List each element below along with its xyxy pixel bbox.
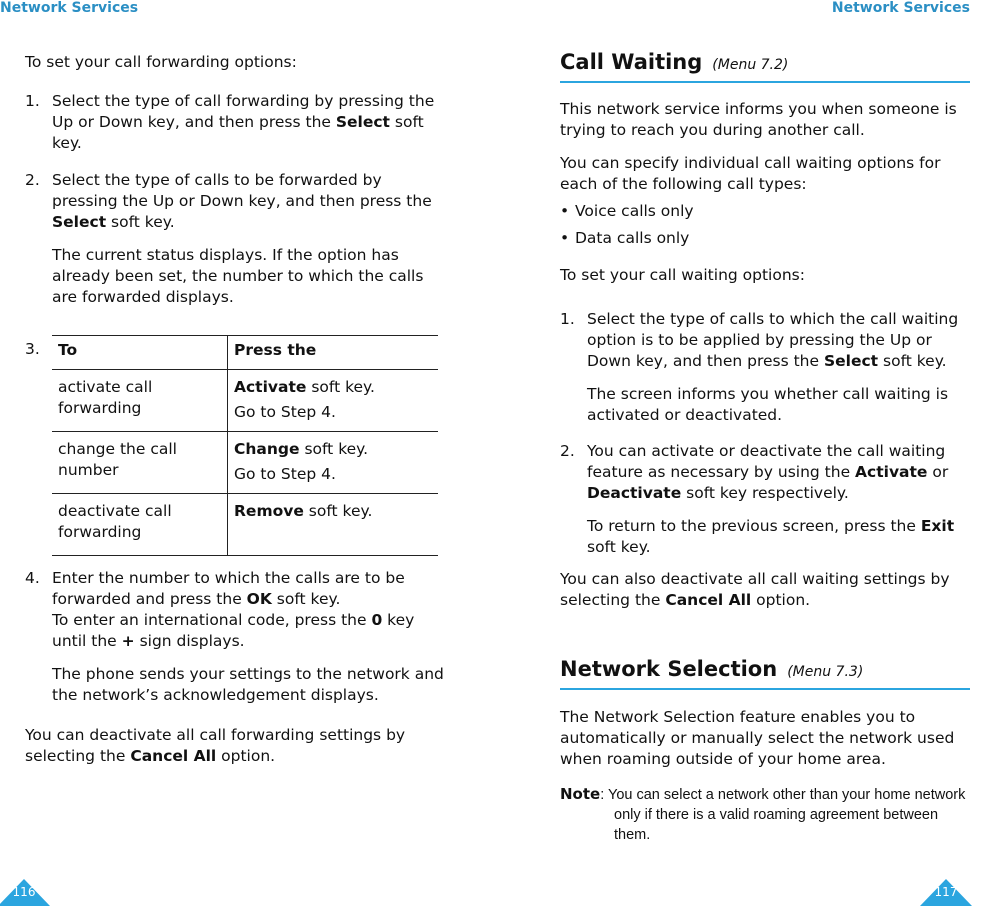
running-header-right: Network Services: [831, 0, 970, 16]
step-1: 1. Select the type of call forwarding by pressing the Up or Down key, and then press the Select soft key.: [25, 92, 435, 152]
cw-step-1: 1. Select the type of calls to which the call waiting option is to be applied by pressing the Up or Down key, and then press the Select soft key. The screen informs you whether call waiting is activated or deactivated.: [560, 310, 959, 424]
page-number-right: 117: [934, 885, 958, 899]
step-2-status: The current status displays. If the option has already been set, the number to which the calls are forwarded displays.: [52, 246, 424, 306]
step-4: 4. Enter the number to which the calls are to be forwarded and press the OK soft key. To enter an international code, press the 0 key until the + sign displays. The phone sends your settings to the network and the network’s acknowledgement displays.: [25, 569, 444, 704]
table-header-row: [52, 336, 438, 370]
col-header-press: Press the: [228, 336, 439, 370]
page-number-left: 116: [12, 885, 36, 899]
list-item: • Data calls only: [560, 228, 972, 249]
cancel-all-note: You can also deactivate all call waiting settings by selecting the Cancel All option.: [560, 570, 950, 609]
list-item: • Voice calls only: [560, 201, 972, 222]
cw-step-2: 2. You can activate or deactivate the call waiting feature as necessary by using the Activate or Deactivate soft key respectively. To return to the previous screen, press the Exit soft key.: [560, 442, 955, 556]
section-title-call-waiting: Call Waiting (Menu 7.2): [560, 52, 970, 83]
step-3-number: 3.: [25, 340, 40, 358]
section-title-network-selection: Network Selection (Menu 7.3): [560, 659, 970, 690]
table-row: deactivate call forwarding Remove soft key.: [52, 494, 438, 556]
network-selection-body: The Network Selection feature enables you to automatically or manually select the network used when roaming outside of your home area.: [560, 708, 955, 768]
step-2: 2. Select the type of calls to be forwarded by pressing the Up or Down key, and then press the Select soft key. The current status displays. If the option has already been set, the number to which the calls are forwarded displays.: [25, 170, 445, 308]
call-waiting-body: This network service informs you when someone is trying to reach you during another call. You can specify individual call waiting options for each of the following call types: • Voice calls only • Data calls only To set your call waiting options:: [560, 99, 972, 286]
forwarding-options-table: [52, 335, 438, 556]
table-row: change the call number Change soft key. Go to Step 4.: [52, 432, 438, 494]
step-4-confirmation: The phone sends your settings to the network and the network’s acknowledgement displays.: [52, 665, 444, 704]
intro-text: To set your call forwarding options:: [25, 53, 297, 71]
running-header-left: Network Services: [0, 0, 139, 16]
col-header-to: To: [52, 336, 228, 370]
right-page: [499, 0, 998, 906]
outro-text: You can deactivate all call forwarding settings by selecting the Cancel All option.: [25, 726, 406, 765]
note: Note: You can select a network other than your home network only if there is a valid roaming agreement between them.: [560, 785, 966, 843]
table-row: activate call forwarding Activate soft key. Go to Step 4.: [52, 370, 438, 432]
